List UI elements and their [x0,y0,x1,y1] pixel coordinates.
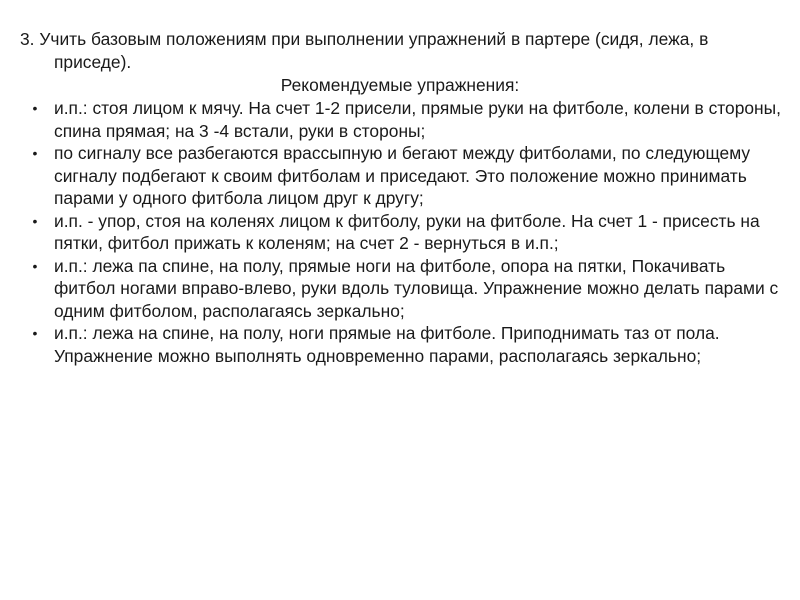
list-item [30,322,782,367]
bullet-icon: • [32,100,38,116]
bullet-icon: • [32,145,38,161]
slide-heading [20,28,780,73]
list-item [30,97,782,142]
bullet-icon: • [32,325,38,341]
heading-text: 3. Учить базовым положениям при выполнении упражнений в партере (сидя, лежа, в приседе). [20,29,709,72]
slide-subtitle: Рекомендуемые упражнения: [280,75,520,95]
exercise-text: и.п.: стоя лицом к мячу. На счет 1-2 присели, прямые руки на фитболе, колени в стороны, спина прямая; на 3 -4 встали, руки в стороны; [54,98,781,141]
list-item [30,142,782,210]
list-item [30,210,782,255]
exercise-list [30,97,782,367]
list-item [30,255,782,323]
exercise-text: и.п. - упор, стоя на коленях лицом к фитболу, руки на фитболе. На счет 1 - присесть на пятки, фитбол прижать к коленям; на счет 2 - вернуться в и.п.; [54,210,760,253]
bullet-icon: • [32,212,38,229]
bullet-icon: • [32,257,38,274]
exercise-text: по сигналу все разбегаются врассыпную и бегают между фитболами, по следующему сигналу подбегают к своим фитболам и приседают. Это положение можно принимать парами у одного фитбола лицом друг к другу; [54,143,751,208]
exercise-text: и.п.: лежа па спине, на полу, прямые ноги на фитболе, опора на пятки, Покачивать фитбол ногами вправо-влево, руки вдоль туловища. Упражнение можно делать парами с одним фитболом, располагаясь зеркально; [54,255,779,321]
exercise-text: и.п.: лежа на спине, на полу, ноги прямые на фитболе. Приподнимать таз от пола. Упражнение можно выполнять одновременно парами, располагаясь зеркально; [54,323,720,366]
